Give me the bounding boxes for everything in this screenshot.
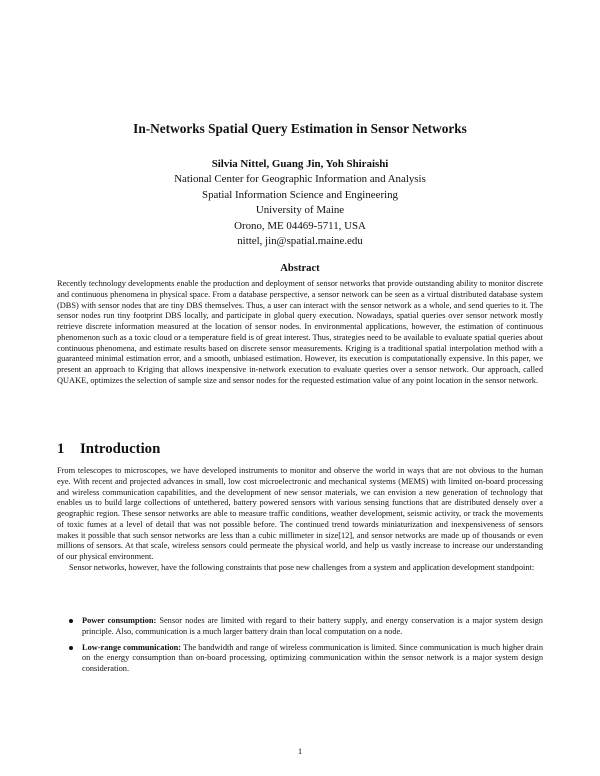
section-heading: [57, 440, 160, 458]
list-item-term: Low-range communication:: [82, 642, 182, 652]
author-block: [60, 157, 540, 249]
affiliation-line: National Center for Geographic Information and Analysis: [174, 173, 426, 186]
abstract-heading: Abstract: [280, 263, 320, 274]
paper-title: In-Networks Spatial Query Estimation in Sensor Networks: [133, 121, 467, 136]
affiliation-line: Spatial Information Science and Engineering: [202, 188, 398, 201]
list-item-text: Sensor nodes are limited with regard to their battery supply, and energy conservation is a major system design principle. Also, communication is a much larger battery drain than local computation on a node.: [82, 616, 543, 636]
page-number: 1: [297, 746, 303, 756]
affiliation-line: Orono, ME 04469-5711, USA: [234, 219, 366, 232]
list-item: [67, 643, 543, 675]
section-body: [57, 466, 543, 574]
list-item: [67, 616, 543, 638]
bullet-icon: [69, 646, 73, 650]
affiliation-line: University of Maine: [255, 204, 345, 217]
abstract-text: Recently technology developments enable the production and deployment of sensor networks that provide outstanding ability to monitor discrete and continuous phenomena in physical space. From a database perspective, a sensor network can be seen as a virtual distributed database system (DBS) with sensor nodes that are tiny DBS themselves. Thus, a user can interact with the sensor network as a whole, and send queries to it. The sensor nodes run tiny footprint DBS locally, and participate in global query execution. Nowadays, spatial queries over sensor network mostly retrieve discrete information measured at the location of sensor nodes. In environmental applications, however, the estimation of continuous phenomenon such as a toxic cloud or a temperature field is of great interest. Thus, strategies need to be available to evaluate spatial queries about continuous phenomena, and estimate results based on discrete sensor measurements. Kriging is a traditional spatial interpolation method with a guaranteed minimal estimation error, and a smooth, unbiased estimation. However, its execution is computationally expensive. In this paper, we present an approach to Kriging that allows inexpensive in-network execution to evaluate queries over a sensor network. Our approach, called QUAKE, optimizes the selection of sample size and sensor nodes for the requested estimation value of any point location in the sensor network.: [57, 279, 543, 385]
author-email: nittel, jin@spatial.maine.edu: [237, 235, 363, 248]
section-title: Introduction: [80, 441, 161, 457]
list-item-text: The bandwidth and range of wireless communication is limited. Since communication is much higher drain on the energy consumption than on-board processing, optimizing communication within the sensor network is a major system design consideration.: [82, 642, 543, 673]
bullet-icon: [69, 619, 73, 623]
constraint-list: [67, 616, 543, 680]
section-number: 1: [57, 441, 65, 457]
author-names: Silvia Nittel, Guang Jin, Yoh Shiraishi: [211, 158, 389, 170]
body-paragraph: From telescopes to microscopes, we have developed instruments to monitor and observe the world in ways that are not obvious to the human eye. With recent and projected advances in small, low cost microelectronic and mechanical systems (MEMS) with limited on-board processing and wireless communication capabilities, and the development of new sensor materials, we can envision a new generation of technology that enables us to build large collections of untethered, battery powered sensors with various sensing functions that are distributed densely over a geographic region. These sensor networks are able to measure traffic conditions, weather development, seismic activity, or track the movements of toxic fumes at a level of detail that was not possible before. The continued trend towards miniaturization and inexpensiveness of sensors makes it possible that such sensor networks are less than a cubic millimeter in size[12], and sensor networks are made up of thousands or even millions of sensors. At that scale, wireless sensors could permeate the physical world, and help us vastly increase to increase our understanding of our physical environment.: [57, 466, 543, 561]
list-item-term: Power consumption:: [82, 616, 157, 625]
body-paragraph: Sensor networks, however, have the following constraints that pose new challenges from a system and application development standpoint:: [69, 562, 535, 572]
